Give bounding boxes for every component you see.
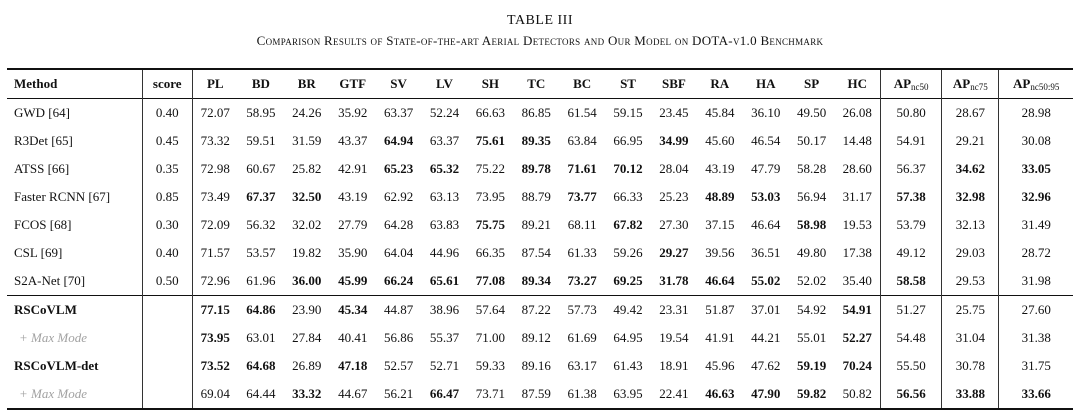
value-cell: 36.51 xyxy=(751,245,781,260)
score-cell xyxy=(142,352,192,380)
table-title: Comparison Results of State-of-the-art Aerial Detectors and Our Model on DOTA-v1.0 Benchmark xyxy=(256,33,824,48)
header-class-sbf: SBF xyxy=(662,76,686,91)
value-cell: 68.11 xyxy=(567,217,597,232)
value-cell: 53.03 xyxy=(751,189,781,204)
value-cell: 73.77 xyxy=(567,189,597,204)
table-row xyxy=(7,127,1073,155)
value-cell: 56.56 xyxy=(880,380,941,409)
value-cell: 59.51 xyxy=(246,133,276,148)
header-method: Method xyxy=(7,69,142,99)
header-ap-subscript: nc75 xyxy=(970,82,988,92)
value-cell: 47.18 xyxy=(338,358,368,373)
value-cell: 54.48 xyxy=(880,324,941,352)
value-cell: 73.95 xyxy=(475,189,505,204)
value-cell: 55.37 xyxy=(429,330,460,345)
value-cell: 32.02 xyxy=(292,217,322,232)
value-cell: 58.58 xyxy=(880,267,941,296)
value-cell: 65.23 xyxy=(383,161,414,176)
value-cell: 31.17 xyxy=(835,183,881,211)
value-cell: 32.98 xyxy=(942,183,999,211)
value-cell: 64.44 xyxy=(246,386,276,401)
value-cell: 59.19 xyxy=(796,358,827,373)
value-cell: 37.01 xyxy=(751,302,781,317)
header-class-sv: SV xyxy=(390,76,407,91)
header-ap-subscript: nc50:95 xyxy=(1030,82,1060,92)
score-cell: 0.30 xyxy=(142,211,192,239)
value-cell: 28.67 xyxy=(942,99,999,128)
value-cell: 60.67 xyxy=(246,161,276,176)
value-cell: 25.75 xyxy=(942,296,999,325)
value-cell: 55.02 xyxy=(751,273,781,288)
value-cell: 63.83 xyxy=(429,217,460,232)
value-cell: 87.59 xyxy=(521,386,551,401)
value-cell: 23.31 xyxy=(659,302,689,317)
value-cell: 25.82 xyxy=(292,161,322,176)
header-ap-nc50-95 xyxy=(999,69,1073,99)
value-cell: 73.32 xyxy=(200,133,230,148)
value-cell: 51.27 xyxy=(880,296,941,325)
value-cell: 26.08 xyxy=(835,99,881,128)
table-row xyxy=(7,239,1073,267)
value-cell: 29.53 xyxy=(942,267,999,296)
results-table xyxy=(7,68,1073,410)
value-cell: 30.08 xyxy=(1021,133,1051,148)
table-row xyxy=(7,183,1073,211)
value-cell: 49.12 xyxy=(880,239,941,267)
score-cell: 0.40 xyxy=(142,99,192,128)
value-cell: 72.98 xyxy=(200,161,230,176)
value-cell: 88.79 xyxy=(521,189,551,204)
header-class-st: ST xyxy=(620,76,636,91)
value-cell: 50.80 xyxy=(880,99,941,128)
header-row xyxy=(7,69,1073,99)
value-cell: 53.79 xyxy=(880,211,941,239)
value-cell: 47.62 xyxy=(751,358,781,373)
value-cell: 67.82 xyxy=(613,217,643,232)
value-cell: 73.49 xyxy=(200,189,230,204)
value-cell: 55.50 xyxy=(880,352,941,380)
value-cell: 59.33 xyxy=(475,358,505,373)
value-cell: 63.01 xyxy=(246,330,276,345)
value-cell: 87.22 xyxy=(521,302,551,317)
value-cell: 28.98 xyxy=(1021,105,1051,120)
value-cell: 27.79 xyxy=(338,217,368,232)
value-cell: 73.95 xyxy=(200,330,230,345)
value-cell: 66.35 xyxy=(475,245,505,260)
value-cell: 56.86 xyxy=(383,330,414,345)
value-cell: 65.61 xyxy=(429,273,460,288)
value-cell: 29.27 xyxy=(659,245,689,260)
header-class-ha: HA xyxy=(755,76,776,91)
value-cell: 63.17 xyxy=(567,358,597,373)
score-cell xyxy=(142,296,192,325)
header-class-bd: BD xyxy=(251,76,270,91)
value-cell: 38.96 xyxy=(429,302,460,317)
value-cell: 43.19 xyxy=(705,161,735,176)
value-cell: 64.95 xyxy=(613,330,643,345)
value-cell: 56.37 xyxy=(880,155,941,183)
value-cell: 40.41 xyxy=(338,330,368,345)
value-cell: 44.67 xyxy=(338,386,368,401)
value-cell: 23.45 xyxy=(659,105,689,120)
value-cell: 33.66 xyxy=(1021,386,1051,401)
value-cell: 31.98 xyxy=(1021,273,1051,288)
header-class-ra: RA xyxy=(710,76,730,91)
value-cell: 45.84 xyxy=(705,105,735,120)
value-cell: 47.90 xyxy=(751,386,781,401)
score-cell: 0.85 xyxy=(142,183,192,211)
value-cell: 70.24 xyxy=(835,352,881,380)
value-cell: 77.08 xyxy=(475,273,505,288)
header-ap-base: AP xyxy=(893,76,912,91)
value-cell: 43.19 xyxy=(338,189,368,204)
value-cell: 77.15 xyxy=(200,302,230,317)
value-cell: 45.34 xyxy=(338,302,368,317)
table-row xyxy=(7,99,1073,128)
value-cell: 44.87 xyxy=(383,302,414,317)
value-cell: 89.16 xyxy=(521,358,551,373)
value-cell: 52.57 xyxy=(383,358,414,373)
value-cell: 66.47 xyxy=(429,386,460,401)
value-cell: 14.48 xyxy=(835,127,881,155)
value-cell: 70.12 xyxy=(613,161,643,176)
header-class-sh: SH xyxy=(481,76,500,91)
header-class-tc: TC xyxy=(527,76,546,91)
value-cell: 45.60 xyxy=(705,133,735,148)
header-class-pl: PL xyxy=(206,76,224,91)
header-class-sp: SP xyxy=(804,76,820,91)
value-cell: 54.91 xyxy=(880,127,941,155)
value-cell: 27.60 xyxy=(1021,302,1051,317)
value-cell: 49.42 xyxy=(613,302,643,317)
value-cell: 69.25 xyxy=(613,273,643,288)
value-cell: 27.84 xyxy=(292,330,322,345)
value-cell: 61.33 xyxy=(567,245,597,260)
header-score: score xyxy=(142,69,192,99)
value-cell: 34.99 xyxy=(659,133,689,148)
value-cell: 52.71 xyxy=(429,358,460,373)
value-cell: 72.96 xyxy=(200,273,230,288)
value-cell: 24.26 xyxy=(292,105,322,120)
value-cell: 89.78 xyxy=(521,161,551,176)
header-class-br: BR xyxy=(297,76,316,91)
value-cell: 71.57 xyxy=(200,245,230,260)
value-cell: 47.79 xyxy=(751,161,781,176)
method-cell: S2A-Net [70] xyxy=(7,267,142,296)
value-cell: 69.04 xyxy=(200,386,230,401)
value-cell: 65.32 xyxy=(429,161,460,176)
method-cell: Faster RCNN [67] xyxy=(7,183,142,211)
value-cell: 58.28 xyxy=(796,161,827,176)
value-cell: 49.50 xyxy=(796,105,827,120)
value-cell: 73.71 xyxy=(475,386,505,401)
value-cell: 62.92 xyxy=(383,189,414,204)
value-cell: 75.22 xyxy=(475,161,505,176)
value-cell: 63.95 xyxy=(613,386,643,401)
baseline-group xyxy=(7,99,1073,296)
score-cell: 0.50 xyxy=(142,267,192,296)
value-cell: 30.78 xyxy=(942,352,999,380)
value-cell: 35.40 xyxy=(835,267,881,296)
value-cell: 57.73 xyxy=(567,302,597,317)
value-cell: 46.63 xyxy=(705,386,735,401)
method-cell: RSCoVLM xyxy=(7,296,142,325)
value-cell: 66.95 xyxy=(613,133,643,148)
method-cell: CSL [69] xyxy=(7,239,142,267)
value-cell: 73.52 xyxy=(200,358,230,373)
value-cell: 27.30 xyxy=(659,217,689,232)
value-cell: 33.88 xyxy=(942,380,999,409)
value-cell: 59.15 xyxy=(613,105,643,120)
value-cell: 36.10 xyxy=(751,105,781,120)
value-cell: 34.62 xyxy=(942,155,999,183)
header-class-bc: BC xyxy=(573,76,592,91)
value-cell: 51.87 xyxy=(705,302,735,317)
value-cell: 50.82 xyxy=(835,380,881,409)
header-ap-base: AP xyxy=(1013,76,1031,91)
value-cell: 64.86 xyxy=(246,302,276,317)
value-cell: 19.53 xyxy=(835,211,881,239)
value-cell: 52.27 xyxy=(835,324,881,352)
score-cell: 0.45 xyxy=(142,127,192,155)
score-cell: 0.35 xyxy=(142,155,192,183)
value-cell: 31.78 xyxy=(659,273,689,288)
value-cell: 28.04 xyxy=(659,161,689,176)
header-ap-nc50 xyxy=(880,69,941,99)
value-cell: 56.94 xyxy=(796,189,827,204)
value-cell: 66.24 xyxy=(383,273,414,288)
value-cell: 35.90 xyxy=(338,245,368,260)
value-cell: 31.59 xyxy=(292,133,322,148)
value-cell: 17.38 xyxy=(835,239,881,267)
value-cell: 63.37 xyxy=(429,133,460,148)
method-cell: GWD [64] xyxy=(7,99,142,128)
header-ap-subscript: nc50 xyxy=(911,82,929,92)
value-cell: 63.37 xyxy=(383,105,414,120)
value-cell: 71.00 xyxy=(475,330,505,345)
value-cell: 63.13 xyxy=(429,189,460,204)
header-class-hc: HC xyxy=(835,69,881,99)
score-cell xyxy=(142,324,192,352)
value-cell: 23.90 xyxy=(292,302,322,317)
method-cell: + Max Mode xyxy=(7,380,142,409)
value-cell: 56.21 xyxy=(383,386,414,401)
value-cell: 28.60 xyxy=(835,155,881,183)
score-cell: 0.40 xyxy=(142,239,192,267)
value-cell: 64.04 xyxy=(383,245,414,260)
value-cell: 71.61 xyxy=(567,161,597,176)
method-cell: R3Det [65] xyxy=(7,127,142,155)
value-cell: 31.49 xyxy=(1021,217,1051,232)
value-cell: 45.96 xyxy=(705,358,735,373)
table-number: TABLE III xyxy=(507,13,573,28)
value-cell: 18.91 xyxy=(659,358,689,373)
value-cell: 46.54 xyxy=(751,133,781,148)
value-cell: 48.89 xyxy=(705,189,735,204)
value-cell: 72.07 xyxy=(200,105,230,120)
ours-group xyxy=(7,296,1073,410)
value-cell: 75.75 xyxy=(475,217,505,232)
value-cell: 32.50 xyxy=(292,189,322,204)
value-cell: 52.02 xyxy=(796,273,827,288)
score-cell xyxy=(142,380,192,409)
value-cell: 54.92 xyxy=(796,302,827,317)
value-cell: 89.12 xyxy=(521,330,551,345)
header-ap-base: AP xyxy=(952,76,971,91)
value-cell: 41.91 xyxy=(705,330,735,345)
value-cell: 33.05 xyxy=(1021,161,1051,176)
table-row xyxy=(7,380,1073,409)
value-cell: 37.15 xyxy=(705,217,735,232)
value-cell: 64.68 xyxy=(246,358,276,373)
header-class-lv: LV xyxy=(436,76,453,91)
value-cell: 89.21 xyxy=(521,217,551,232)
value-cell: 61.96 xyxy=(246,273,276,288)
value-cell: 44.21 xyxy=(751,330,781,345)
value-cell: 57.64 xyxy=(475,302,505,317)
method-cell: ATSS [66] xyxy=(7,155,142,183)
method-cell: RSCoVLM-det xyxy=(7,352,142,380)
value-cell: 46.64 xyxy=(705,273,735,288)
value-cell: 35.92 xyxy=(338,105,368,120)
value-cell: 19.54 xyxy=(659,330,689,345)
table-row xyxy=(7,267,1073,296)
value-cell: 57.38 xyxy=(880,183,941,211)
value-cell: 49.80 xyxy=(796,245,827,260)
table-row xyxy=(7,352,1073,380)
table-row xyxy=(7,324,1073,352)
value-cell: 36.00 xyxy=(292,273,322,288)
value-cell: 75.61 xyxy=(475,133,505,148)
table-row xyxy=(7,211,1073,239)
header-ap-nc75 xyxy=(942,69,999,99)
value-cell: 86.85 xyxy=(521,105,551,120)
value-cell: 72.09 xyxy=(200,217,230,232)
value-cell: 19.82 xyxy=(292,245,322,260)
value-cell: 54.91 xyxy=(835,296,881,325)
value-cell: 63.84 xyxy=(567,133,597,148)
value-cell: 64.28 xyxy=(383,217,414,232)
value-cell: 42.91 xyxy=(338,161,368,176)
value-cell: 29.21 xyxy=(942,127,999,155)
value-cell: 73.27 xyxy=(567,273,597,288)
value-cell: 22.41 xyxy=(659,386,689,401)
value-cell: 61.43 xyxy=(613,358,643,373)
value-cell: 66.33 xyxy=(613,189,643,204)
value-cell: 53.57 xyxy=(246,245,276,260)
value-cell: 59.82 xyxy=(796,386,827,401)
header-class-gtf: GTF xyxy=(339,76,367,91)
value-cell: 26.89 xyxy=(292,358,322,373)
value-cell: 89.35 xyxy=(521,133,551,148)
value-cell: 50.17 xyxy=(796,133,827,148)
method-cell: FCOS [68] xyxy=(7,211,142,239)
value-cell: 31.38 xyxy=(1021,330,1051,345)
value-cell: 29.03 xyxy=(942,239,999,267)
value-cell: 66.63 xyxy=(475,105,505,120)
table-caption xyxy=(0,11,1080,51)
value-cell: 67.37 xyxy=(246,189,276,204)
value-cell: 31.04 xyxy=(942,324,999,352)
value-cell: 56.32 xyxy=(246,217,276,232)
value-cell: 89.34 xyxy=(521,273,551,288)
value-cell: 64.94 xyxy=(383,133,414,148)
value-cell: 32.96 xyxy=(1021,189,1051,204)
value-cell: 28.72 xyxy=(1021,245,1051,260)
value-cell: 33.32 xyxy=(292,386,322,401)
table-row xyxy=(7,296,1073,325)
method-cell: + Max Mode xyxy=(7,324,142,352)
value-cell: 45.99 xyxy=(338,273,368,288)
value-cell: 55.01 xyxy=(796,330,827,345)
value-cell: 25.23 xyxy=(659,189,689,204)
value-cell: 32.13 xyxy=(942,211,999,239)
table-row xyxy=(7,155,1073,183)
value-cell: 39.56 xyxy=(705,245,735,260)
value-cell: 31.75 xyxy=(1021,358,1051,373)
value-cell: 59.26 xyxy=(613,245,643,260)
value-cell: 61.69 xyxy=(567,330,597,345)
value-cell: 87.54 xyxy=(521,245,551,260)
value-cell: 58.98 xyxy=(796,217,827,232)
value-cell: 44.96 xyxy=(429,245,460,260)
value-cell: 58.95 xyxy=(246,105,276,120)
value-cell: 61.38 xyxy=(567,386,597,401)
value-cell: 46.64 xyxy=(751,217,781,232)
value-cell: 52.24 xyxy=(429,105,460,120)
value-cell: 43.37 xyxy=(338,133,368,148)
value-cell: 61.54 xyxy=(567,105,597,120)
